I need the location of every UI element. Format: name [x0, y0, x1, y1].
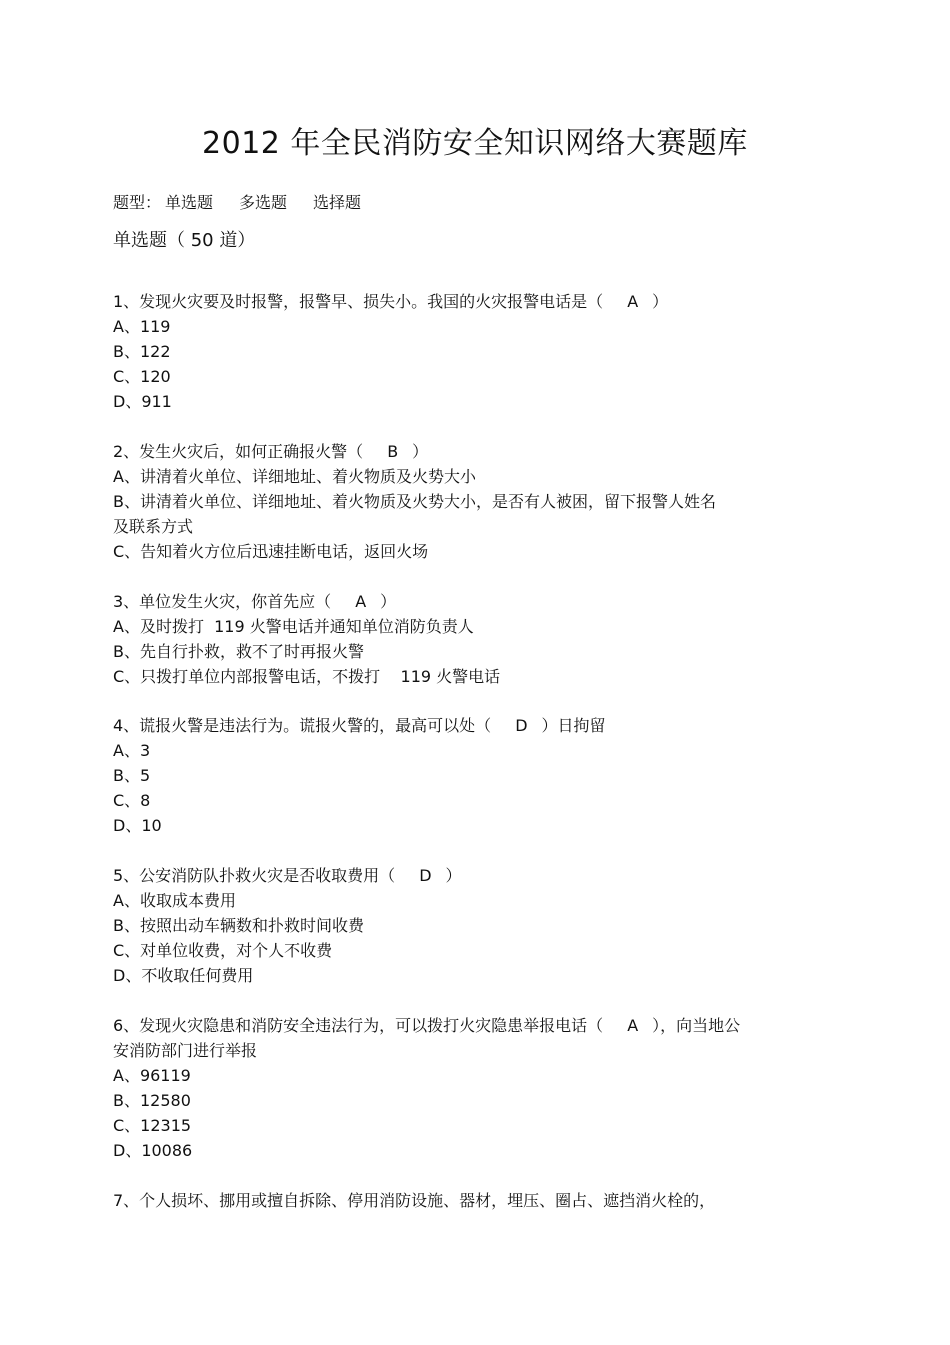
question-7	[113, 1188, 838, 1213]
option: C、只拨打单位内部报警电话，不拨打 119 火警电话	[113, 667, 501, 686]
stem-text-after: ）	[380, 592, 397, 611]
question-3	[113, 589, 838, 689]
stem-text-after: ）	[412, 442, 429, 461]
question-types-line	[113, 191, 387, 215]
option: C、告知着火方位后迅速挂断电话，返回火场	[113, 542, 429, 561]
stem-text: 7、个人损坏、挪用或擅自拆除、停用消防设施、器材，埋压、圈占、遮挡消火栓的，	[113, 1191, 716, 1210]
option: A、收取成本费用	[113, 891, 236, 910]
question-types-prefix: 题型：	[113, 193, 162, 212]
option: B、12580	[113, 1091, 191, 1110]
option: C、对单位收费，对个人不收费	[113, 941, 333, 960]
question-6	[113, 1013, 838, 1163]
answer-letter: A	[627, 292, 639, 311]
option: B、按照出动车辆数和扑救时间收费	[113, 916, 364, 935]
option: A、119	[113, 317, 171, 336]
option: B、讲清着火单位、详细地址、着火物质及火势大小，是否有人被困，留下报警人姓名	[113, 492, 716, 511]
answer-letter: A	[627, 1016, 639, 1035]
answer-letter: D	[515, 716, 528, 735]
option: A、讲清着火单位、详细地址、着火物质及火势大小	[113, 467, 476, 486]
question-stem	[113, 863, 838, 888]
stem-text-after: ）	[445, 866, 462, 885]
option: C、8	[113, 791, 151, 810]
option: D、911	[113, 392, 172, 411]
question-stem	[113, 1013, 838, 1038]
option: C、120	[113, 367, 171, 386]
option: B、5	[113, 766, 151, 785]
option: A、3	[113, 741, 151, 760]
question-5	[113, 863, 838, 988]
stem-text: 2、发生火灾后，如何正确报火警（	[113, 442, 364, 461]
question-stem	[113, 289, 838, 314]
stem-text-after: ），向当地公	[652, 1016, 741, 1035]
document-title: 2012 年全民消防安全知识网络大赛题库	[202, 126, 748, 161]
option: C、12315	[113, 1116, 192, 1135]
option: D、10086	[113, 1141, 193, 1160]
section-heading: 单选题（ 50 道）	[113, 230, 256, 251]
question-1	[113, 289, 838, 414]
stem-text-after: ）日拘留	[541, 716, 606, 735]
question-type-single: 单选题	[165, 193, 214, 212]
option: B、先自行扑救，救不了时再报火警	[113, 642, 364, 661]
option: D、10	[113, 816, 162, 835]
question-stem	[113, 589, 838, 614]
question-4	[113, 713, 838, 838]
stem-text-after: ）	[652, 292, 669, 311]
stem-text: 4、谎报火警是违法行为。谎报火警的，最高可以处（	[113, 716, 492, 735]
answer-letter: D	[419, 866, 432, 885]
option: B、122	[113, 342, 171, 361]
question-stem	[113, 439, 838, 464]
option: A、及时拨打 119 火警电话并通知单位消防负责人	[113, 617, 474, 636]
stem-text: 5、公安消防队扑救火灾是否收取费用（	[113, 866, 396, 885]
question-stem	[113, 1188, 838, 1213]
question-type-choice: 选择题	[313, 193, 362, 212]
question-stem-continuation: 安消防部门进行举报	[113, 1041, 258, 1060]
stem-text: 6、发现火灾隐患和消防安全违法行为，可以拨打火灾隐患举报电话（	[113, 1016, 604, 1035]
stem-text: 3、单位发生火灾，你首先应（	[113, 592, 332, 611]
question-type-multiple: 多选题	[239, 193, 288, 212]
answer-letter: A	[355, 592, 367, 611]
answer-letter: B	[387, 442, 399, 461]
option: A、96119	[113, 1066, 191, 1085]
option: D、不收取任何费用	[113, 966, 254, 985]
stem-text: 1、发现火灾要及时报警，报警早、损失小。我国的火灾报警电话是（	[113, 292, 604, 311]
option-continuation: 及联系方式	[113, 517, 194, 536]
question-stem	[113, 713, 838, 738]
question-2	[113, 439, 838, 564]
